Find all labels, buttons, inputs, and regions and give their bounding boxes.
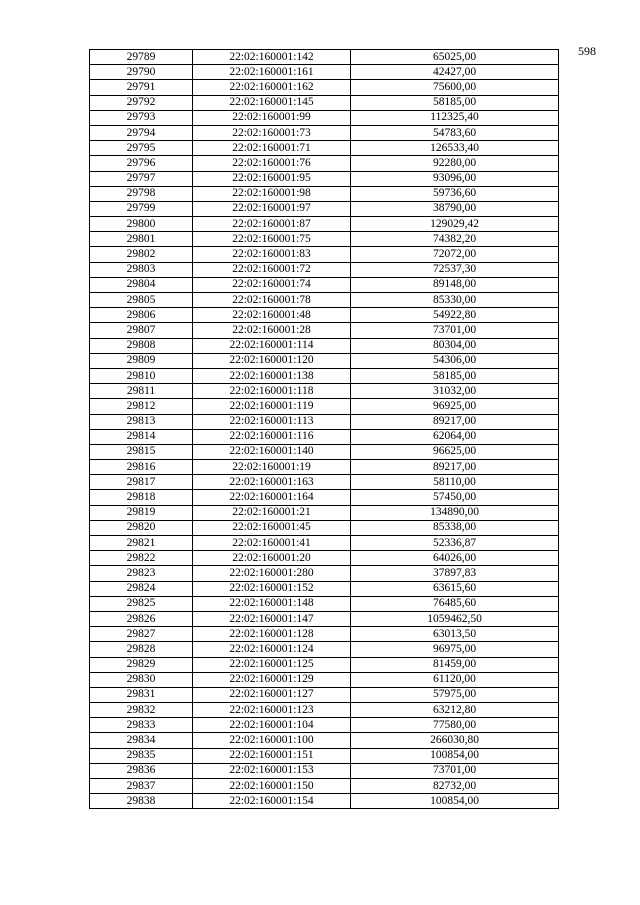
table-row [90, 748, 559, 763]
table-row [90, 323, 559, 338]
cadastral-number-cell: 22:02:160001:97 [193, 201, 351, 216]
table-row [90, 110, 559, 125]
value-cell: 77580,00 [351, 718, 559, 733]
value-cell: 129029,42 [351, 217, 559, 232]
table-row [90, 475, 559, 490]
table-row [90, 763, 559, 778]
row-number-cell: 29835 [90, 748, 193, 763]
row-number-cell: 29834 [90, 733, 193, 748]
value-cell: 38790,00 [351, 201, 559, 216]
row-number-cell: 29806 [90, 308, 193, 323]
cadastral-number-cell: 22:02:160001:76 [193, 156, 351, 171]
cadastral-number-cell: 22:02:160001:75 [193, 232, 351, 247]
row-number-cell: 29794 [90, 125, 193, 140]
value-cell: 82732,00 [351, 779, 559, 794]
value-cell: 31032,00 [351, 384, 559, 399]
row-number-cell: 29803 [90, 262, 193, 277]
table-row [90, 460, 559, 475]
row-number-cell: 29799 [90, 201, 193, 216]
value-cell: 1059462,50 [351, 611, 559, 626]
row-number-cell: 29828 [90, 642, 193, 657]
cadastral-number-cell: 22:02:160001:73 [193, 125, 351, 140]
value-cell: 89148,00 [351, 277, 559, 292]
row-number-cell: 29816 [90, 460, 193, 475]
row-number-cell: 29812 [90, 399, 193, 414]
value-cell: 89217,00 [351, 460, 559, 475]
cadastral-number-cell: 22:02:160001:98 [193, 186, 351, 201]
value-cell: 126533,40 [351, 141, 559, 156]
value-cell: 52336,87 [351, 536, 559, 551]
cadastral-number-cell: 22:02:160001:124 [193, 642, 351, 657]
table-row [90, 80, 559, 95]
cadastral-number-cell: 22:02:160001:162 [193, 80, 351, 95]
cadastral-number-cell: 22:02:160001:127 [193, 687, 351, 702]
cadastral-number-cell: 22:02:160001:164 [193, 490, 351, 505]
row-number-cell: 29790 [90, 65, 193, 80]
table-row [90, 262, 559, 277]
row-number-cell: 29837 [90, 779, 193, 794]
row-number-cell: 29793 [90, 110, 193, 125]
table-row [90, 536, 559, 551]
row-number-cell: 29802 [90, 247, 193, 262]
value-cell: 89217,00 [351, 414, 559, 429]
cadastral-number-cell: 22:02:160001:161 [193, 65, 351, 80]
cadastral-number-cell: 22:02:160001:150 [193, 779, 351, 794]
table-row [90, 399, 559, 414]
value-cell: 85330,00 [351, 293, 559, 308]
value-cell: 63013,50 [351, 627, 559, 642]
cadastral-number-cell: 22:02:160001:104 [193, 718, 351, 733]
table-row [90, 505, 559, 520]
table-row [90, 444, 559, 459]
cadastral-number-cell: 22:02:160001:125 [193, 657, 351, 672]
value-cell: 54306,00 [351, 353, 559, 368]
table-row [90, 779, 559, 794]
table-body [90, 50, 559, 809]
table-row [90, 50, 559, 65]
cadastral-number-cell: 22:02:160001:142 [193, 50, 351, 65]
cadastral-number-cell: 22:02:160001:114 [193, 338, 351, 353]
cadastral-number-cell: 22:02:160001:152 [193, 581, 351, 596]
row-number-cell: 29827 [90, 627, 193, 642]
table-row [90, 293, 559, 308]
cadastral-number-cell: 22:02:160001:145 [193, 95, 351, 110]
cadastral-number-cell: 22:02:160001:151 [193, 748, 351, 763]
cadastral-number-cell: 22:02:160001:148 [193, 596, 351, 611]
table-row [90, 141, 559, 156]
table-row [90, 156, 559, 171]
value-cell: 75600,00 [351, 80, 559, 95]
table-row [90, 611, 559, 626]
table-row [90, 429, 559, 444]
row-number-cell: 29829 [90, 657, 193, 672]
table-row [90, 414, 559, 429]
cadastral-number-cell: 22:02:160001:21 [193, 505, 351, 520]
value-cell: 73701,00 [351, 323, 559, 338]
row-number-cell: 29821 [90, 536, 193, 551]
table-row [90, 338, 559, 353]
cadastral-number-cell: 22:02:160001:120 [193, 353, 351, 368]
cadastral-number-cell: 22:02:160001:48 [193, 308, 351, 323]
value-cell: 74382,20 [351, 232, 559, 247]
table-row [90, 687, 559, 702]
row-number-cell: 29838 [90, 794, 193, 809]
row-number-cell: 29817 [90, 475, 193, 490]
row-number-cell: 29808 [90, 338, 193, 353]
table-row [90, 125, 559, 140]
value-cell: 64026,00 [351, 551, 559, 566]
row-number-cell: 29813 [90, 414, 193, 429]
cadastral-number-cell: 22:02:160001:71 [193, 141, 351, 156]
value-cell: 58185,00 [351, 368, 559, 383]
cadastral-number-cell: 22:02:160001:138 [193, 368, 351, 383]
value-cell: 134890,00 [351, 505, 559, 520]
row-number-cell: 29824 [90, 581, 193, 596]
table-row [90, 353, 559, 368]
row-number-cell: 29833 [90, 718, 193, 733]
value-cell: 81459,00 [351, 657, 559, 672]
row-number-cell: 29823 [90, 566, 193, 581]
cadastral-number-cell: 22:02:160001:119 [193, 399, 351, 414]
value-cell: 85338,00 [351, 520, 559, 535]
cadastral-number-cell: 22:02:160001:113 [193, 414, 351, 429]
table-row [90, 642, 559, 657]
value-cell: 57975,00 [351, 687, 559, 702]
cadastral-number-cell: 22:02:160001:74 [193, 277, 351, 292]
cadastral-number-cell: 22:02:160001:87 [193, 217, 351, 232]
cadastral-number-cell: 22:02:160001:100 [193, 733, 351, 748]
value-cell: 76485,60 [351, 596, 559, 611]
row-number-cell: 29792 [90, 95, 193, 110]
value-cell: 73701,00 [351, 763, 559, 778]
cadastral-number-cell: 22:02:160001:45 [193, 520, 351, 535]
row-number-cell: 29791 [90, 80, 193, 95]
value-cell: 57450,00 [351, 490, 559, 505]
cadastral-number-cell: 22:02:160001:28 [193, 323, 351, 338]
row-number-cell: 29822 [90, 551, 193, 566]
row-number-cell: 29810 [90, 368, 193, 383]
table-row [90, 596, 559, 611]
cadastral-number-cell: 22:02:160001:99 [193, 110, 351, 125]
table-row [90, 308, 559, 323]
row-number-cell: 29796 [90, 156, 193, 171]
value-cell: 80304,00 [351, 338, 559, 353]
cadastral-number-cell: 22:02:160001:280 [193, 566, 351, 581]
value-cell: 92280,00 [351, 156, 559, 171]
table-row [90, 657, 559, 672]
cadastral-number-cell: 22:02:160001:116 [193, 429, 351, 444]
row-number-cell: 29831 [90, 687, 193, 702]
row-number-cell: 29798 [90, 186, 193, 201]
value-cell: 58110,00 [351, 475, 559, 490]
table-row [90, 186, 559, 201]
value-cell: 54922,80 [351, 308, 559, 323]
row-number-cell: 29818 [90, 490, 193, 505]
row-number-cell: 29801 [90, 232, 193, 247]
table-row [90, 490, 559, 505]
row-number-cell: 29805 [90, 293, 193, 308]
row-number-cell: 29807 [90, 323, 193, 338]
cadastral-number-cell: 22:02:160001:153 [193, 763, 351, 778]
row-number-cell: 29826 [90, 611, 193, 626]
table-row [90, 65, 559, 80]
table-row [90, 232, 559, 247]
row-number-cell: 29825 [90, 596, 193, 611]
row-number-cell: 29836 [90, 763, 193, 778]
cadastral-number-cell: 22:02:160001:154 [193, 794, 351, 809]
row-number-cell: 29819 [90, 505, 193, 520]
cadastral-number-cell: 22:02:160001:140 [193, 444, 351, 459]
cadastral-number-cell: 22:02:160001:20 [193, 551, 351, 566]
row-number-cell: 29820 [90, 520, 193, 535]
value-cell: 37897,83 [351, 566, 559, 581]
value-cell: 96625,00 [351, 444, 559, 459]
value-cell: 58185,00 [351, 95, 559, 110]
value-cell: 59736,60 [351, 186, 559, 201]
table-row [90, 703, 559, 718]
cadastral-number-cell: 22:02:160001:19 [193, 460, 351, 475]
value-cell: 100854,00 [351, 748, 559, 763]
value-cell: 96975,00 [351, 642, 559, 657]
cadastral-number-cell: 22:02:160001:41 [193, 536, 351, 551]
page-number: 598 [578, 44, 596, 58]
row-number-cell: 29815 [90, 444, 193, 459]
table-row [90, 217, 559, 232]
table-row [90, 627, 559, 642]
table-row [90, 201, 559, 216]
row-number-cell: 29795 [90, 141, 193, 156]
row-number-cell: 29832 [90, 703, 193, 718]
table-row [90, 277, 559, 292]
value-cell: 72072,00 [351, 247, 559, 262]
value-cell: 100854,00 [351, 794, 559, 809]
value-cell: 112325,40 [351, 110, 559, 125]
row-number-cell: 29811 [90, 384, 193, 399]
table-row [90, 551, 559, 566]
table-row [90, 672, 559, 687]
table-row [90, 95, 559, 110]
value-cell: 63615,60 [351, 581, 559, 596]
row-number-cell: 29789 [90, 50, 193, 65]
table-row [90, 384, 559, 399]
value-cell: 61120,00 [351, 672, 559, 687]
value-cell: 54783,60 [351, 125, 559, 140]
row-number-cell: 29797 [90, 171, 193, 186]
table-row [90, 794, 559, 809]
cadastral-number-cell: 22:02:160001:72 [193, 262, 351, 277]
cadastral-number-cell: 22:02:160001:123 [193, 703, 351, 718]
cadastral-value-table [89, 49, 559, 809]
value-cell: 266030,80 [351, 733, 559, 748]
table-row [90, 718, 559, 733]
cadastral-number-cell: 22:02:160001:147 [193, 611, 351, 626]
value-cell: 93096,00 [351, 171, 559, 186]
value-cell: 42427,00 [351, 65, 559, 80]
value-cell: 62064,00 [351, 429, 559, 444]
table-row [90, 520, 559, 535]
value-cell: 65025,00 [351, 50, 559, 65]
row-number-cell: 29804 [90, 277, 193, 292]
row-number-cell: 29814 [90, 429, 193, 444]
table-row [90, 581, 559, 596]
value-cell: 72537,30 [351, 262, 559, 277]
value-cell: 63212,80 [351, 703, 559, 718]
cadastral-number-cell: 22:02:160001:95 [193, 171, 351, 186]
row-number-cell: 29830 [90, 672, 193, 687]
cadastral-number-cell: 22:02:160001:129 [193, 672, 351, 687]
cadastral-number-cell: 22:02:160001:78 [193, 293, 351, 308]
table-row [90, 566, 559, 581]
table-row [90, 733, 559, 748]
cadastral-number-cell: 22:02:160001:128 [193, 627, 351, 642]
row-number-cell: 29800 [90, 217, 193, 232]
value-cell: 96925,00 [351, 399, 559, 414]
cadastral-number-cell: 22:02:160001:118 [193, 384, 351, 399]
table-row [90, 171, 559, 186]
cadastral-number-cell: 22:02:160001:163 [193, 475, 351, 490]
row-number-cell: 29809 [90, 353, 193, 368]
cadastral-number-cell: 22:02:160001:83 [193, 247, 351, 262]
table-row [90, 247, 559, 262]
table-row [90, 368, 559, 383]
